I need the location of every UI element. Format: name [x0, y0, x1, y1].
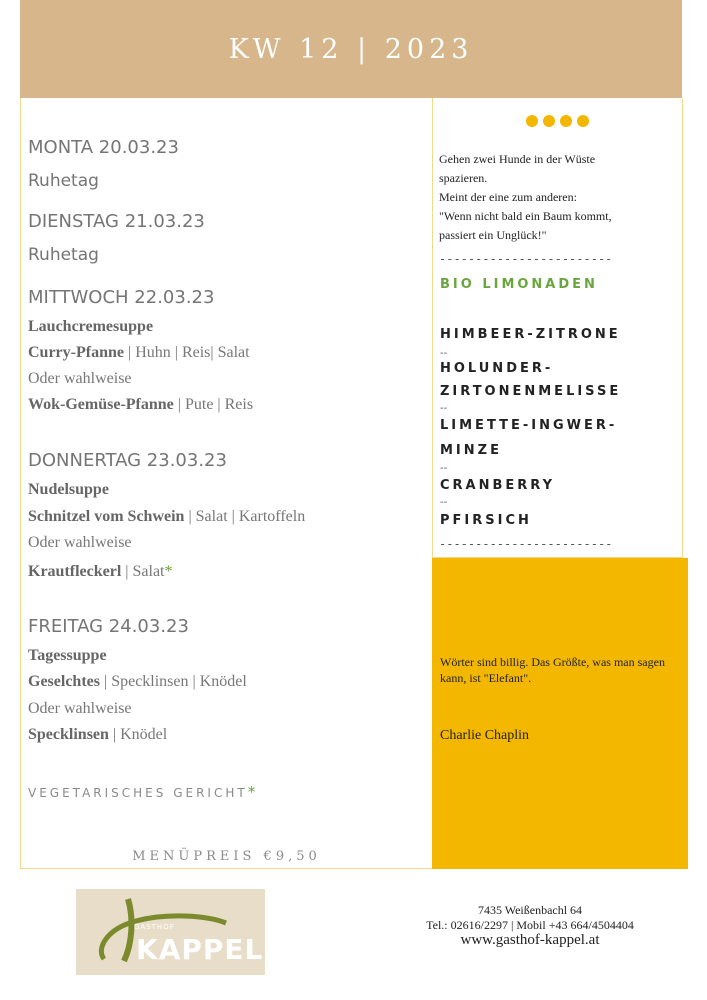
emoji-row: [432, 112, 683, 128]
wednesday-main: Curry-Pfanne | Huhn | Reis| Salat: [28, 344, 250, 361]
logo-small-text: GASTHOF: [134, 923, 175, 931]
wednesday-or: Oder wahlweise: [28, 370, 132, 387]
logo-swoosh-icon: [76, 889, 265, 975]
friday-or: Oder wahlweise: [28, 700, 132, 717]
vegetarian-star: *: [164, 563, 173, 580]
thursday-soup: Nudelsuppe: [28, 481, 109, 498]
laughing-emoji-icon: [526, 115, 538, 127]
day-tuesday: DIENSTAG 21.03.23: [28, 211, 205, 232]
thursday-alt: Krautfleckerl | Salat*: [28, 563, 173, 580]
tuesday-note: Ruhetag: [28, 245, 99, 265]
logo-name-text: KAPPEL: [136, 933, 264, 966]
drink-separator: --: [440, 463, 448, 474]
laughing-emoji-icon: [577, 115, 589, 127]
drink-item: CRANBERRY: [440, 478, 556, 493]
phone: Tel.: 02616/2297 | Mobil +43 664/4504404: [426, 918, 634, 932]
thursday-or: Oder wahlweise: [28, 534, 132, 551]
drink-item: HIMBEER-ZITRONE: [440, 327, 621, 342]
drink-item: LIMETTE-INGWER-: [440, 418, 618, 433]
friday-alt: Specklinsen | Knödel: [28, 726, 168, 743]
day-wednesday: MITTWOCH 22.03.23: [28, 287, 215, 308]
website-link[interactable]: www.gasthof-kappel.at: [460, 932, 600, 948]
drink-separator: --: [440, 348, 448, 359]
gasthof-kappel-logo: [76, 889, 265, 975]
drink-item: ZIRTONENMELISSE: [440, 384, 622, 399]
drink-item: PFIRSICH: [440, 513, 532, 528]
dash-separator: ------------------------: [439, 537, 613, 551]
day-monday: MONTA 20.03.23: [28, 137, 179, 158]
friday-main: Geselchtes | Specklinsen | Knödel: [28, 673, 247, 690]
laughing-emoji-icon: [543, 115, 555, 127]
quote-box: [432, 558, 688, 869]
day-friday: FREITAG 24.03.23: [28, 616, 189, 637]
quote-author: Charlie Chaplin: [440, 728, 530, 743]
friday-soup: Tagessuppe: [28, 647, 107, 664]
thursday-main: Schnitzel vom Schwein | Salat | Kartoffeln: [28, 508, 306, 525]
drink-item: HOLUNDER-: [440, 361, 554, 376]
monday-note: Ruhetag: [28, 171, 99, 191]
contact-info: [380, 903, 680, 948]
wednesday-alt: Wok-Gemüse-Pfanne | Pute | Reis: [28, 396, 254, 413]
joke-text: Gehen zwei Hunde in der Wüste spazieren. Meint der eine zum anderen: "Wenn nicht bald ein Baum kommt, passiert ein Unglück!": [439, 152, 612, 242]
drink-item: MINZE: [440, 443, 502, 458]
menu-price: MENÜPREIS €9,50: [132, 849, 321, 864]
dash-separator: ------------------------: [439, 252, 613, 266]
drink-separator: --: [440, 497, 448, 508]
address: 7435 Weißenbachl 64: [477, 903, 583, 917]
header-banner: [20, 0, 682, 98]
drink-separator: --: [440, 403, 448, 414]
vegetarian-legend: VEGETARISCHES GERICHT*: [28, 783, 259, 801]
limonaden-title: BIO LIMONADEN: [440, 277, 598, 292]
day-thursday: DONNERTAG 23.03.23: [28, 450, 227, 471]
quote-text: Wörter sind billig. Das Größte, was man sagen kann, ist "Elefant".: [440, 655, 665, 685]
wednesday-soup: Lauchcremesuppe: [28, 318, 154, 335]
laughing-emoji-icon: [560, 115, 572, 127]
week-title: KW 12 | 2023: [228, 33, 474, 65]
